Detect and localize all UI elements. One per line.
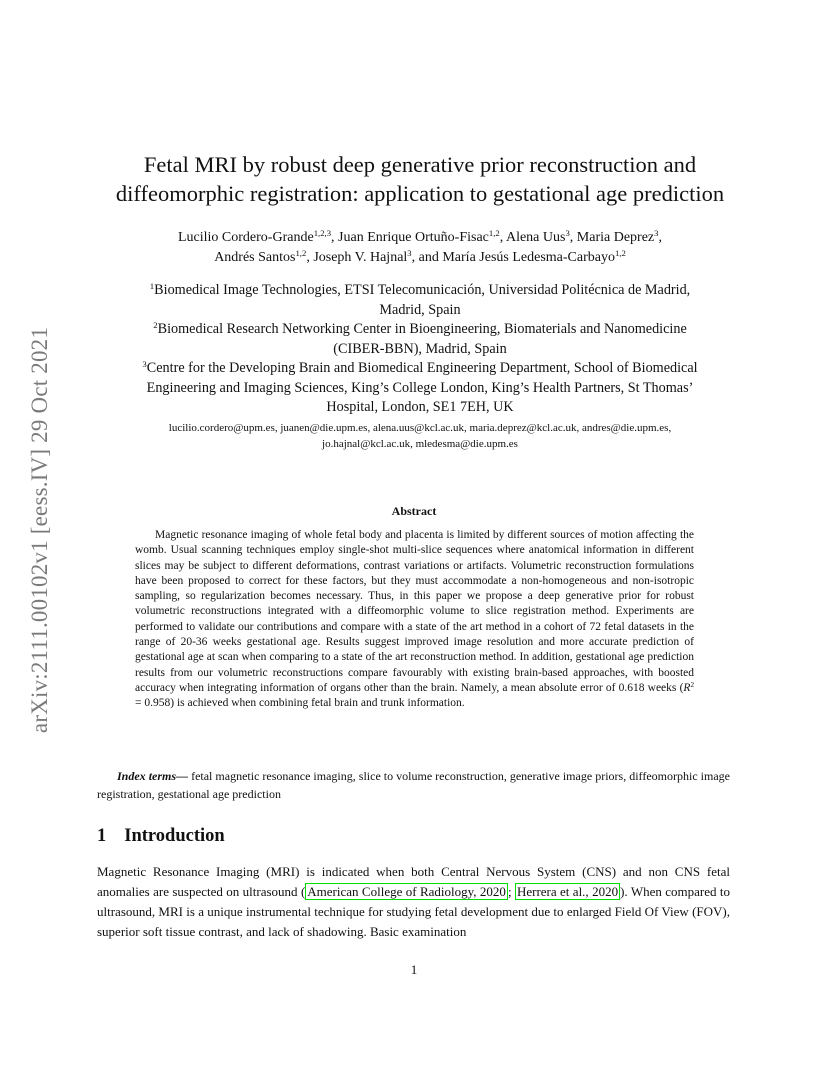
math-r: R: [683, 681, 691, 694]
index-terms-label: Index terms—: [117, 769, 189, 783]
introduction-paragraph: [97, 862, 730, 942]
email-line-2: jo.hajnal@kcl.ac.uk, mledesma@die.upm.es: [322, 438, 518, 450]
index-terms-text: fetal magnetic resonance imaging, slice to volume reconstruction, generative image priors, diffeomorphic image registration, gestational age prediction: [97, 769, 730, 801]
arxiv-stamp-text: arXiv:2111.00102v1 [eess.IV] 29 Oct 2021: [27, 326, 53, 734]
affil-text: Centre for the Developing Brain and Biomedical Engineering Department, School of Biomedical: [146, 360, 698, 376]
author-emails: [90, 420, 750, 452]
author-name: Andrés Santos: [214, 250, 296, 265]
affil-text: Biomedical Research Networking Center in Bioengineering, Biomaterials and Nanomedicine: [157, 321, 687, 337]
affil-text: Hospital, London, SE1 7EH, UK: [326, 399, 514, 415]
title-line-2: diffeomorphic registration: application to gestational age prediction: [115, 181, 725, 206]
email-line-1: lucilio.cordero@upm.es, juanen@die.upm.es, alena.uus@kcl.ac.uk, maria.deprez@kcl.ac.uk, andres@die.upm.es,: [168, 422, 672, 434]
author-affil-mark: 1,2: [488, 228, 500, 239]
citation-link[interactable]: Herrera et al., 2020: [516, 884, 619, 899]
citation-link[interactable]: American College of Radiology, 2020: [307, 884, 506, 899]
author-name: , Joseph V. Hajnal: [306, 250, 408, 265]
author-name: , Alena Uus: [499, 230, 566, 245]
author-affil-mark: 1,2: [295, 248, 307, 259]
affiliation-2: [90, 320, 750, 340]
abstract-body: [135, 528, 694, 712]
abstract-text-end: = 0.958) is achieved when combining fetal brain and trunk information.: [135, 697, 465, 710]
author-name: Lucilio Cordero-Grande: [178, 230, 314, 245]
author-name: , Maria Deprez: [569, 230, 655, 245]
affiliation-1: [90, 281, 750, 301]
affil-text: (CIBER-BBN), Madrid, Spain: [333, 340, 507, 357]
abstract-text: Magnetic resonance imaging of whole fetal body and placenta is limited by different sources of motion affecting the womb. Usual scanning techniques employ single-shot multi-slice sequences where anatomical information in different slices may be subject to different deformations, contrast variations or artifacts. Volumetric reconstruction formulations have been proposed to correct for these factors, but they must accommodate a non-homogeneous and non-isotropic sampling, so regularization becomes necessary. Thus, in this paper we propose a deep generative prior for robust volumetric reconstructions integrated with a diffeomorphic volume to slice registration method. Experiments are performed to validate our contributions and compare with a state of the art method in a cohort of 72 fetal datasets in the range of 20-36 weeks gestational age. Results suggest improved image resolution and more accurate prediction of gestational age at scan when comparing to a state of the art reconstruction method. In addition, gestational age prediction results from our volumetric reconstructions compare favourably with existing brain-based approaches, with boosted accuracy when integrating information of organs other than the brain. Namely, a mean absolute error of 0.618 weeks (: [135, 529, 694, 694]
author-affil-mark: 3: [407, 248, 412, 259]
author-affil-mark: 3: [565, 228, 570, 239]
page-number: 1: [410, 962, 418, 977]
abstract-heading: Abstract: [391, 504, 437, 518]
affil-mark: 3: [142, 359, 147, 370]
intro-text: ). When compared to ultrasound, MRI is a unique instrumental technique for studying fetal development due to enlarged Field Of View (FOV), superior soft tissue contrast, and lack of shadowing. Basic examination: [97, 884, 730, 939]
author-list: [100, 228, 740, 268]
title-line-1: Fetal MRI by robust deep generative prior reconstruction and: [143, 152, 697, 177]
author-name: , and María Jesús Ledesma-Carbayo: [411, 250, 615, 265]
affil-mark: 1: [149, 281, 155, 292]
author-affil-mark: 3: [654, 228, 659, 239]
citation-separator: ;: [507, 884, 515, 899]
index-terms: [97, 767, 730, 803]
intro-text: Magnetic Resonance Imaging (MRI) is indicated when both Central Nervous System (CNS) and non CNS fetal anomalies are suspected on ultrasound (: [97, 864, 730, 899]
section-number: 1: [97, 826, 107, 846]
author-name: , Juan Enrique Ortuño-Fisac: [331, 230, 489, 245]
section-heading-introduction: [97, 826, 225, 847]
affil-text: Madrid, Spain: [379, 301, 461, 318]
affil-text: Engineering and Imaging Sciences, King’s College London, King’s Health Partners, St Thomas’: [146, 379, 694, 396]
author-affil-mark: 1,2,3: [313, 228, 332, 239]
paper-title: [80, 150, 760, 208]
author-separator: ,: [658, 230, 662, 245]
affiliation-list: [90, 281, 750, 418]
math-exponent: 2: [690, 681, 694, 690]
affil-mark: 2: [153, 320, 158, 331]
arxiv-stamp: [20, 290, 60, 770]
affiliation-3: [90, 359, 750, 379]
affil-text: Biomedical Image Technologies, ETSI Telecomunicación, Universidad Politécnica de Madrid,: [154, 282, 691, 298]
author-affil-mark: 1,2: [614, 248, 626, 259]
section-title: Introduction: [124, 826, 225, 846]
